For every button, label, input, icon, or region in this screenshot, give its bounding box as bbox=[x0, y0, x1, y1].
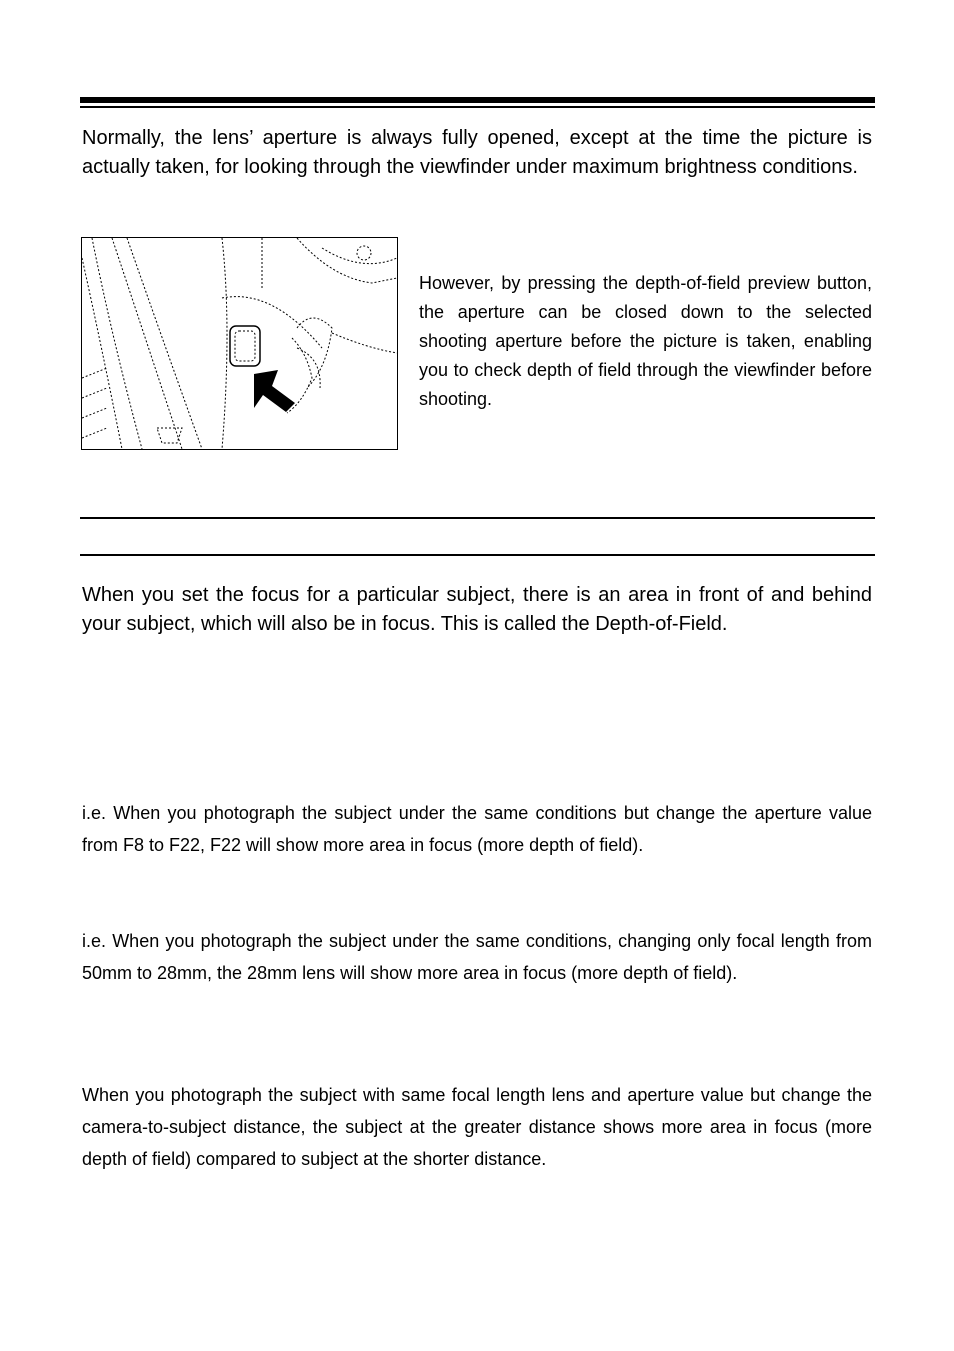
top-rule-thin bbox=[80, 106, 875, 108]
preview-button-figure bbox=[81, 237, 398, 450]
camera-illustration-icon bbox=[82, 238, 397, 449]
depth-of-field-definition: When you set the focus for a particular subject, there is an area in front of and behind your subject, which will also be in focus. This is called the Depth-of-Field. bbox=[82, 584, 872, 635]
section-rule-lower bbox=[80, 554, 875, 556]
preview-button-description: However, by pressing the depth-of-field preview button, the aperture can be closed down to the selected shooting aperture before the picture is taken, enabling you to check depth of field through the viewfinder before shooting. bbox=[419, 273, 872, 409]
intro-paragraph: Normally, the lens’ aperture is always fully opened, except at the time the picture is actually taken, for looking through the viewfinder under maximum brightness conditions. bbox=[82, 127, 872, 178]
top-rule-thick bbox=[80, 97, 875, 103]
focal-length-example: i.e. When you photograph the subject under the same conditions, changing only focal length from 50mm to 28mm, the 28mm lens will show more area in focus (more depth of field). bbox=[82, 931, 872, 983]
distance-example: When you photograph the subject with same focal length lens and aperture value but change the camera-to-subject distance, the subject at the greater distance shows more area in focus (more depth of field) compared to subject at the shorter distance. bbox=[82, 1085, 872, 1169]
aperture-example: i.e. When you photograph the subject under the same conditions but change the aperture value from F8 to F22, F22 will show more area in focus (more depth of field). bbox=[82, 803, 872, 855]
section-rule-upper bbox=[80, 517, 875, 519]
